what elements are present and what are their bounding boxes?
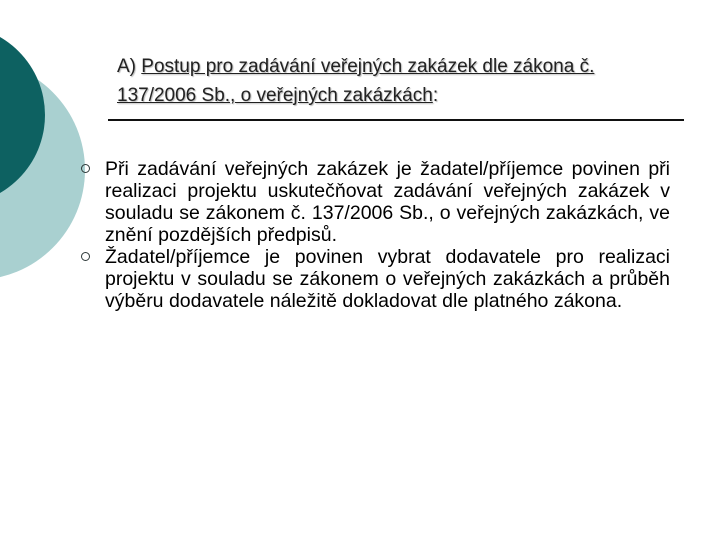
title-suffix: : <box>432 85 439 106</box>
bullet-text: Při zadávání veřejných zakázek je žadatel/příjemce povinen při realizaci projektu uskutečňovat zadávání veřejných zakázek v souladu se zákonem č. 137/2006 Sb., o veřejných zakázkách, ve znění pozdějších předpisů. <box>105 158 670 246</box>
bullet-item <box>80 246 670 312</box>
bullet-circle-icon <box>81 164 90 173</box>
title-prefix: A) <box>117 56 142 77</box>
slide-title <box>117 52 657 110</box>
bullet-item <box>80 158 670 246</box>
bullet-list <box>80 158 670 312</box>
title-divider <box>108 119 684 121</box>
bullet-circle-icon <box>81 252 90 261</box>
title-link-text[interactable]: Postup pro zadávání veřejných zakázek dle zákona č. 137/2006 Sb., o veřejných zakázkách <box>117 56 595 106</box>
bullet-text: Žadatel/příjemce je povinen vybrat dodavatele pro realizaci projektu v souladu se zákonem o veřejných zakázkách a průběh výběru dodavatele náležitě dokladovat dle platného zákona. <box>105 246 670 312</box>
